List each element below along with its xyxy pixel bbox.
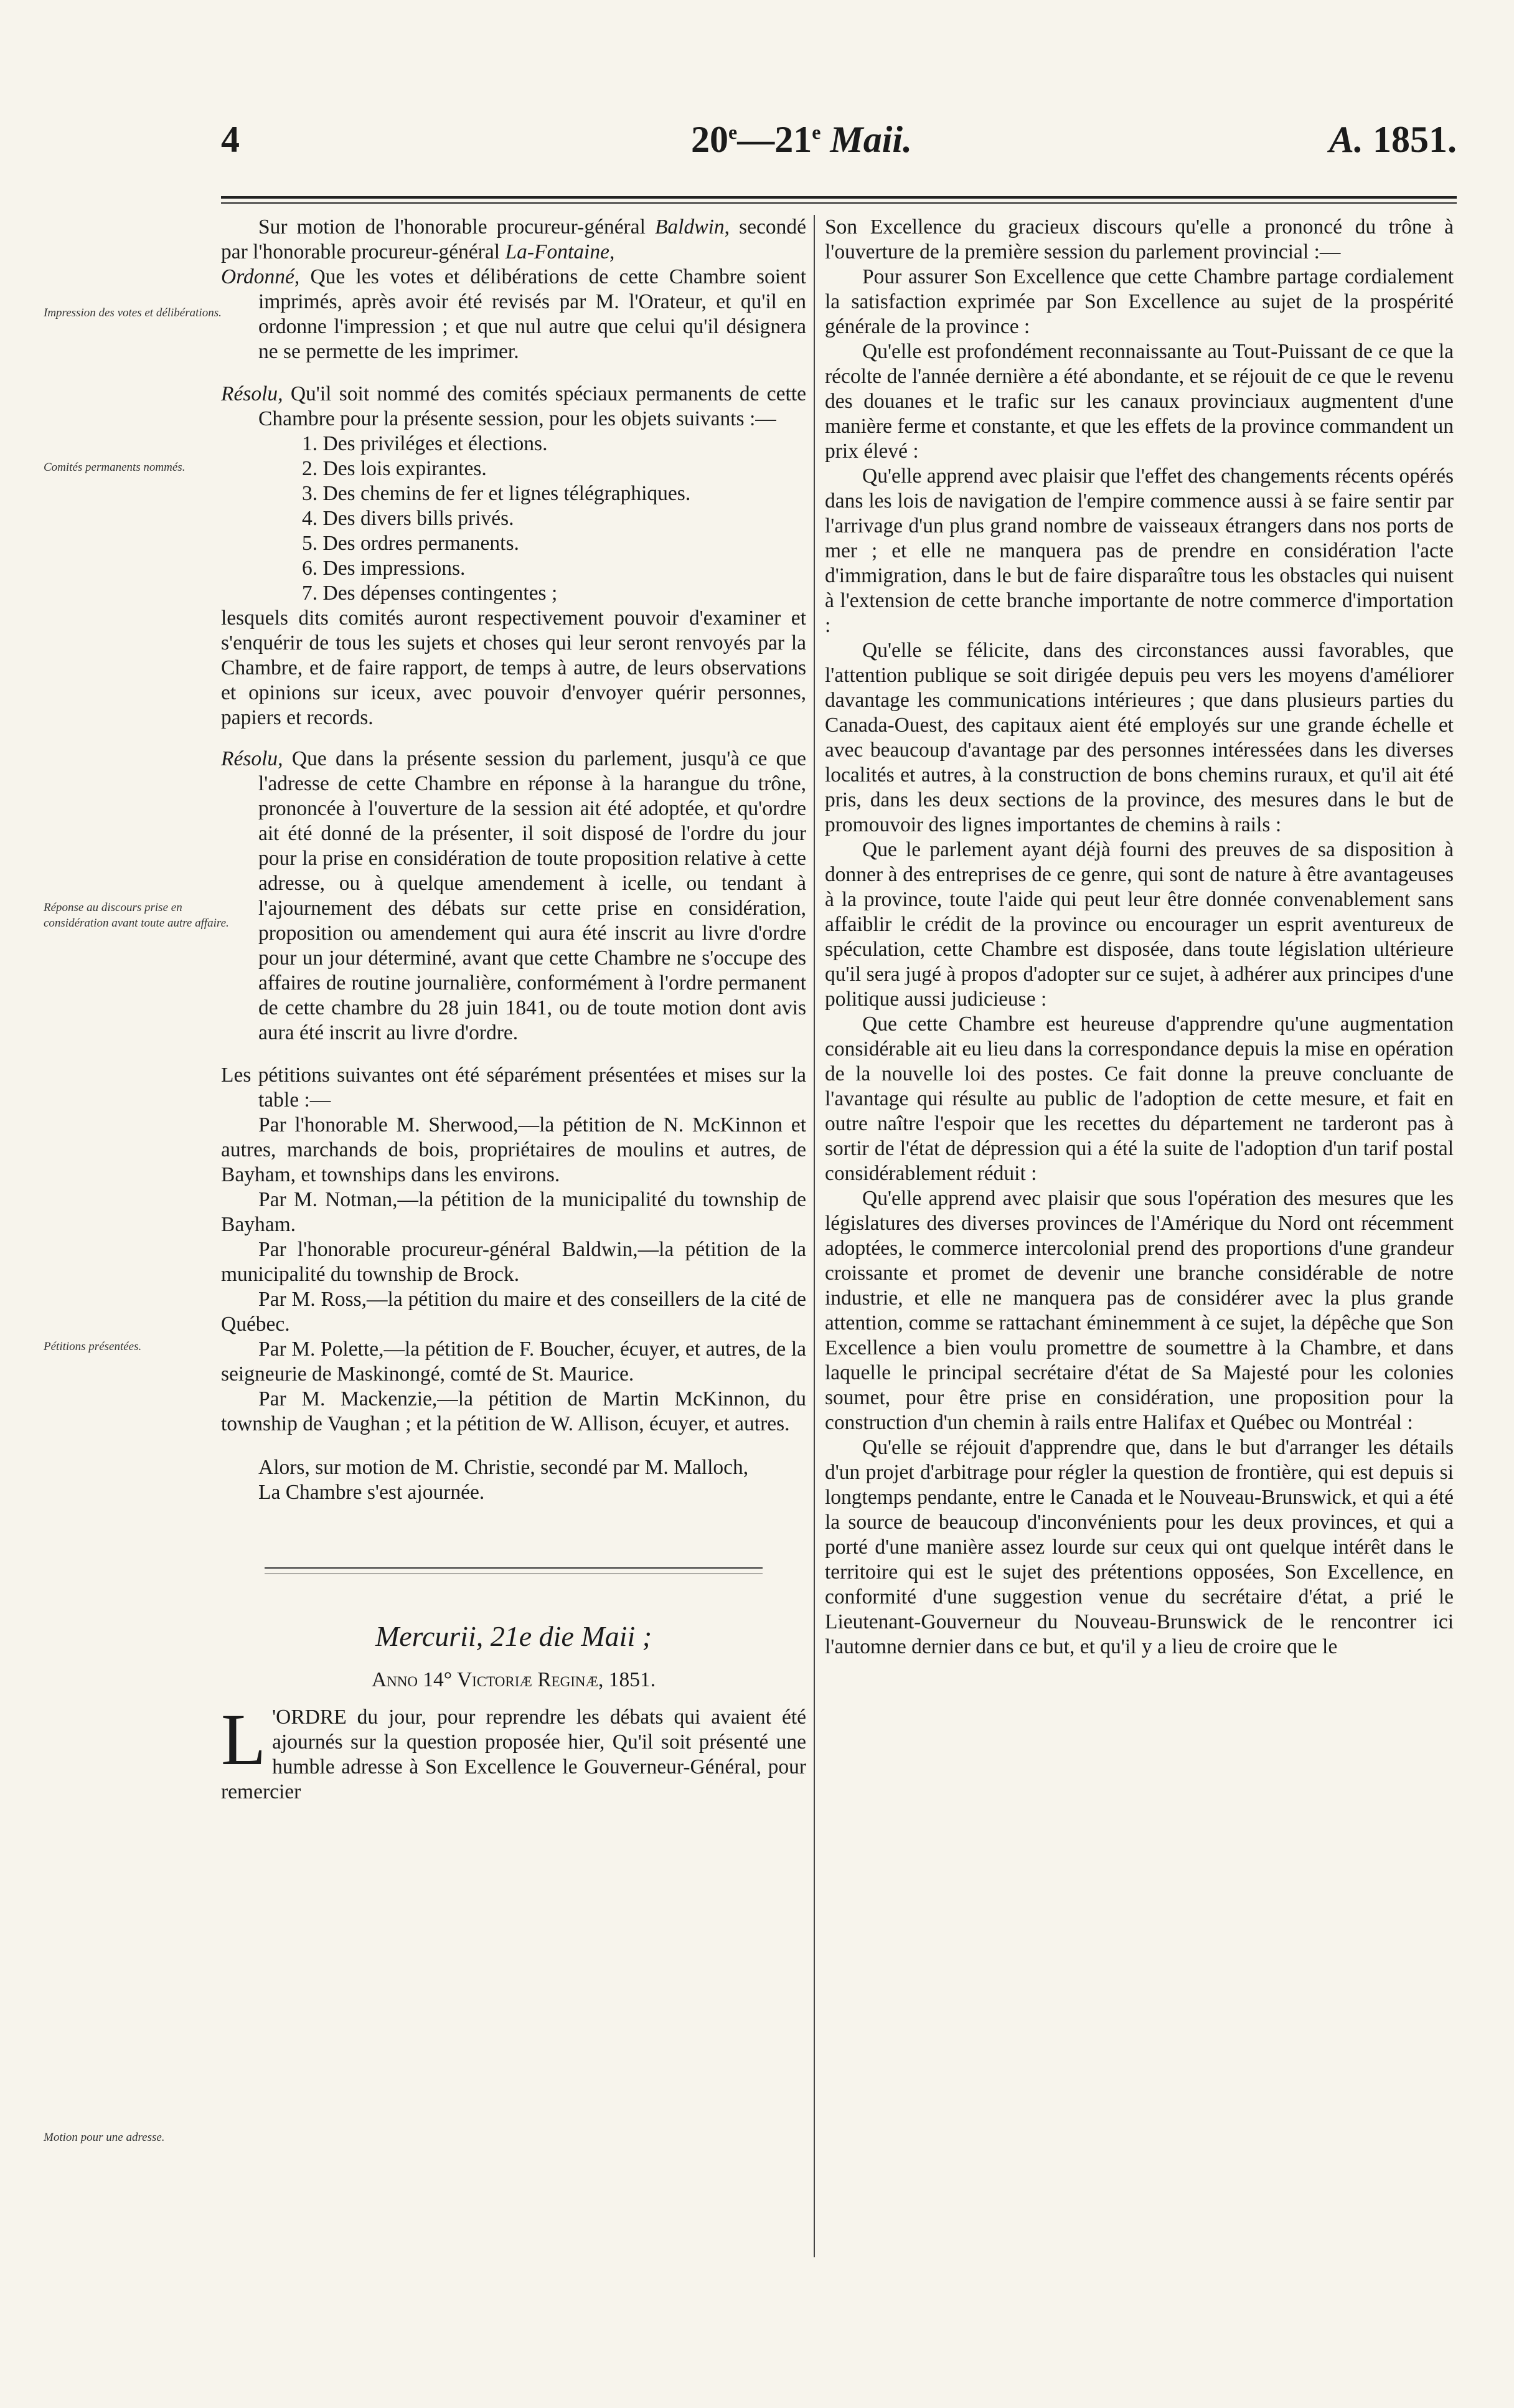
list-item: 7. Des dépenses contingentes ; [302, 582, 558, 605]
motion-text-a: Sur motion de l'honorable procureur-général [258, 215, 655, 238]
margin-note-petitions: Pétitions présentées. [44, 1340, 142, 1353]
header-rule-thick [221, 196, 1457, 199]
list-item: 1. Des priviléges et élections. [302, 432, 548, 455]
motion-text-c: , secondé par l'honorable procureur-général [221, 215, 806, 263]
page-date [691, 118, 912, 161]
resolu-comites-text: Qu'il soit nommé des comités spéciaux permanents de cette Chambre pour la présente session, pour les objets suivants :— [258, 382, 806, 430]
spacer [221, 1505, 806, 1567]
right-paragraph: Qu'elle est profondément reconnaissante au Tout-Puissant de ce que la récolte de l'année dernière a été abondante, et se réjouit de ce que le revenu des douanes et le trafic sur les canaux provinciaux augmentent d'une manière ferme et constante, et que les effets de la province commandent un prix élevé : [825, 340, 1454, 463]
date-sup1: e [728, 121, 738, 143]
petition-baldwin: Par l'honorable procureur-général Baldwin,—la pétition de la municipalité du township de Brock. [221, 1238, 806, 1286]
spacer [221, 364, 806, 382]
right-paragraph: Son Excellence du gracieux discours qu'elle a prononcé du trône à l'ouverture de la première session du parlement provincial :— [825, 215, 1454, 263]
page-number: 4 [221, 119, 240, 160]
right-paragraph: Que le parlement ayant déjà fourni des preuves de sa disposition à donner à des entreprises de ce genre, qui sont de nature à être avantageuses à la province, toute l'aide qui peut leur être donnée convenablement sans affaiblir le crédit de la province ou encourager un esprit aventureux de spéculation, cette Chambre est disposée, dans toute législation ultérieure qu'il sera jugé à propos d'adopter sur ce sujet, à adhérer aux principes d'une politique aussi judicieuse : [825, 838, 1454, 1011]
date-mid: —21 [737, 119, 812, 160]
right-column [825, 215, 1454, 1660]
petition-sherwood: Par l'honorable M. Sherwood,—la pétition de N. McKinnon et autres, marchands de bois, propriétaires de moulins et autres, de Bayham, et townships dans les environs. [221, 1113, 806, 1186]
comites-list [221, 432, 806, 606]
petition-mackenzie: Par M. Mackenzie,—la pétition de Martin McKinnon, du township de Vaughan ; et la pétition de W. Allison, écuyer, et autres. [221, 1387, 806, 1435]
spacer [221, 1437, 806, 1455]
list-item: 6. Des impressions. [302, 557, 466, 580]
ordonne-label: Ordonné, [221, 265, 300, 288]
list-item: 5. Des ordres permanents. [302, 532, 519, 555]
anno-heading: Anno 14° Victoriæ Reginæ, 1851. [371, 1668, 656, 1691]
resolu-label: Résolu, [221, 747, 283, 770]
list-item: 2. Des lois expirantes. [302, 457, 487, 480]
resolu-reponse-text: Que dans la présente session du parlement, jusqu'à ce que l'adresse de cette Chambre en réponse à la harangue du trône, prononcée à l'ouverture de la session ait été adoptée, et qu'ordre ait été donné de la présenter, il soit disposé de l'ordre du jour pour la prise en considération de toute proposition relative à cette adresse, ou à quelque amendement à icelle, ou tendant à l'ajournement des débats sur cette prise en considération, proposition ou amendement qui aura été inscrit au livre d'ordre pour un jour déterminé, avant que cette Chambre ne s'occupe des affaires de routine journalière, conformément à l'ordre permanent de cette chambre du 28 juin 1841, ou de toute motion dont avis aura été inscrit au livre d'ordre. [258, 747, 806, 1044]
ordonne-text: Que les votes et délibérations de cette Chambre soient imprimés, après avoir été revisés par M. l'Orateur, et qu'il en ordonne l'impression ; et que nul autre que celui qu'il désignera ne se permette de les imprimer. [258, 265, 806, 363]
right-paragraph: Qu'elle se réjouit d'apprendre que, dans le but d'arranger les détails d'un projet d'arbitrage pour régler la question de frontière, qui est depuis si longtemps pendante, entre le Canada et le Nouveau-Brunswick, et qui a été la source de beaucoup d'inconvénients pour les deux provinces, et qui a porté d'une manière assez lourde sur ceux qui ont quelque intérêt dans le territoire qui est le sujet des prétentions opposées, Son Excellence, en conformité d'une suggestion venue du secrétaire d'état, a prié le Lieutenant-Gouverneur du Nouveau-Brunswick de le rencontrer ici l'automne dernier dans ce but, et qu'il y a lieu de croire que le [825, 1436, 1454, 1658]
spacer [221, 730, 806, 747]
year-number: 1851. [1373, 119, 1457, 160]
right-paragraph: Qu'elle se félicite, dans des circonstances aussi favorables, que l'attention publique se soit dirigée depuis peu vers les moyens d'améliorer davantage les communications intérieures ; que dans plusieurs parties du Canada-Ouest, des capitaux aient été employés sur une grande échelle et avec beaucoup d'avantage par des personnes intéressées dans les diverses localités et autres, à la construction de bons chemins ruraux, et qu'il ait été pris, dans les deux sections de la province, des mesures dans le but de promouvoir des lignes importantes de chemins à rails : [825, 639, 1454, 836]
page-year [1329, 118, 1457, 161]
margin-note-impression: Impression des votes et délibérations. [44, 306, 222, 319]
date-month: Maii. [830, 119, 913, 160]
margin-note-reponse: Réponse au discours prise en considération avant toute autre affaire. [44, 901, 229, 930]
motion-name-baldwin: Baldwin [654, 215, 725, 238]
adjournment-text: La Chambre s'est ajournée. [258, 1481, 485, 1504]
column-divider [814, 215, 815, 2257]
header-rule-thin [221, 202, 1457, 204]
petition-polette: Par M. Polette,—la pétition de F. Boucher, écuyer, et autres, de la seigneurie de Maskinongé, comté de St. Maurice. [221, 1338, 806, 1386]
right-paragraph: Qu'elle apprend avec plaisir que sous l'opération des mesures que les législatures des diverses provinces de l'Amérique du Nord ont récemment adoptées, le commerce intercolonial prend des proportions d'une grandeur croissante et promet de devenir une branche considérable de notre industrie, et elle ne manquera pas de considérer avec la plus grande attention, comme se rattachant éminemment à ce sujet, la dépêche que Son Excellence a bien voulu promettre de soumettre à la Chambre, et dans laquelle le principal secrétaire d'état de Sa Majesté pour les colonies soumet, pour être prise en considération, une proposition pour la construction d'un chemin à rails entre Halifax et Québec ou Montréal : [825, 1187, 1454, 1434]
adjournment-motion: Alors, sur motion de M. Christie, secondé par M. Malloch, [258, 1456, 749, 1479]
ordonne-paragraph [221, 265, 806, 364]
page-header [221, 118, 1457, 174]
motion-name-lafontaine: La-Fontaine, [505, 240, 615, 263]
right-paragraph: Que cette Chambre est heureuse d'apprendre qu'une augmentation considérable ait eu lieu dans la correspondance depuis la mise en opération de la nouvelle loi des postes. Ce fait donne la preuve concluante de l'avantage qui résulte au public de l'adoption de cette mesure, et fait en outre naître l'espoir que les recettes du département ne tarderont pas à sortir de l'état de dépression qui a été la suite de l'adoption d'un tarif postal considérablement réduit : [825, 1013, 1454, 1185]
right-paragraph: Qu'elle apprend avec plaisir que l'effet des changements récents opérés dans les lois de navigation de l'empire commence aussi à se faire sentir par l'arrivage d'un plus grand nombre de vaisseaux étrangers dans nos ports de mer ; et elle ne manquera pas de prendre en considération l'acte d'immigration, dans le but de faire disparaître tous les obstacles qui nuisent à l'extension de cette branche importante de notre commerce d'importation : [825, 465, 1454, 637]
ordre-paragraph [221, 1699, 806, 1805]
petitions-intro: Les pétitions suivantes ont été séparément présentées et mises sur la table :— [221, 1064, 806, 1112]
date-sup2: e [812, 121, 821, 143]
petition-notman: Par M. Notman,—la pétition de la municipalité du township de Bayham. [221, 1188, 806, 1236]
margin-note-motion: Motion pour une adresse. [44, 2131, 165, 2144]
day-heading: Mercurii, 21e die Maii ; [375, 1620, 652, 1652]
petition-ross: Par M. Ross,—la pétition du maire et des conseillers de la cité de Québec. [221, 1288, 806, 1336]
resolu-label: Résolu, [221, 382, 283, 405]
list-item: 3. Des chemins de fer et lignes télégraphiques. [302, 482, 691, 505]
ordre-text: 'ORDRE du jour, pour reprendre les débats qui avaient été ajournés sur la question proposée hier, Qu'il soit présenté une humble adresse à Son Excellence le Gouverneur-Général, pour remercier [221, 1706, 806, 1803]
date-start: 20 [691, 119, 728, 160]
year-letter: A. [1328, 119, 1363, 160]
section-rule [265, 1567, 763, 1569]
drop-cap: L [221, 1699, 266, 1780]
margin-note-comites: Comités permanents nommés. [44, 461, 186, 474]
resolu-reponse-paragraph [221, 747, 806, 1046]
list-item: 4. Des divers bills privés. [302, 507, 514, 530]
left-column [221, 215, 806, 1805]
motion-paragraph [221, 215, 806, 265]
spacer [221, 1655, 806, 1668]
right-paragraph: Pour assurer Son Excellence que cette Chambre partage cordialement la satisfaction exprimée par Son Excellence au sujet de la prospérité générale de la province : [825, 265, 1454, 338]
spacer [221, 1693, 806, 1705]
resolu-comites-paragraph [221, 382, 806, 432]
comites-tail: lesquels dits comités auront respectivement pouvoir d'examiner et s'enquérir de tous les sujets et choses qui leur seront renvoyés par la Chambre, et de faire rapport, de temps à autre, de leurs observations et opinions sur iceux, avec pouvoir d'envoyer quérir personnes, papiers et records. [221, 607, 806, 729]
spacer [221, 1046, 806, 1063]
spacer [221, 1574, 806, 1618]
